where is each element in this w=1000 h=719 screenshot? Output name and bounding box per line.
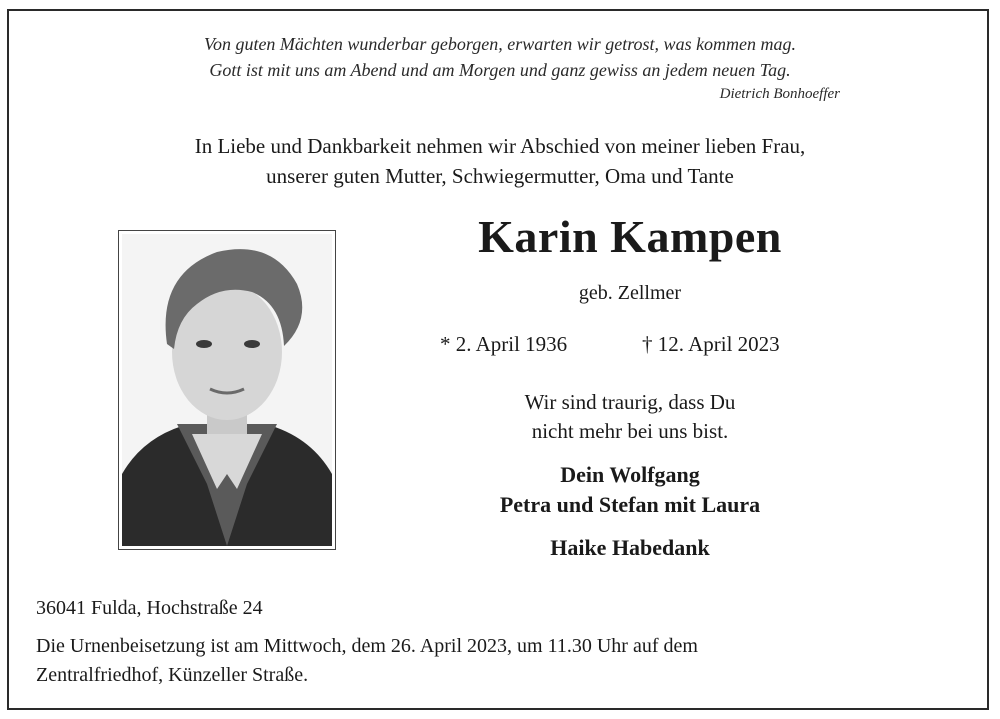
quote-author: Dietrich Bonhoeffer <box>719 86 840 102</box>
birth-date: * 2. April 1936 <box>440 332 568 356</box>
deceased-name: Karin Kampen <box>478 211 782 262</box>
portrait-image <box>122 234 332 546</box>
quote-line-1: Von guten Mächten wunderbar geborgen, erwarten wir getrost, was kommen mag. <box>203 34 797 54</box>
death-date: † 12. April 2023 <box>642 332 780 356</box>
mourner-name: Petra und Stefan mit Laura <box>499 492 761 517</box>
quote-line-2: Gott ist mit uns am Abend und am Morgen und ganz gewiss an jedem neuen Tag. <box>209 60 791 80</box>
portrait-photo <box>118 230 336 550</box>
intro-line-1: In Liebe und Dankbarkeit nehmen wir Abschied von meiner lieben Frau, <box>194 134 806 158</box>
mourner-name: Haike Habedank <box>550 535 710 560</box>
intro-line-2: unserer guten Mutter, Schwiegermutter, Oma und Tante <box>266 164 734 188</box>
mourner-name: Dein Wolfgang <box>560 462 700 487</box>
poem-line-1: Wir sind traurig, dass Du <box>524 390 736 414</box>
burial-info-line-1: Die Urnenbeisetzung ist am Mittwoch, dem 26. April 2023, um 11.30 Uhr auf dem <box>36 635 698 657</box>
address: 36041 Fulda, Hochstraße 24 <box>36 597 263 619</box>
maiden-name: geb. Zellmer <box>578 282 682 304</box>
poem-line-2: nicht mehr bei uns bist. <box>531 419 729 443</box>
burial-info-line-2: Zentralfriedhof, Künzeller Straße. <box>36 664 309 686</box>
